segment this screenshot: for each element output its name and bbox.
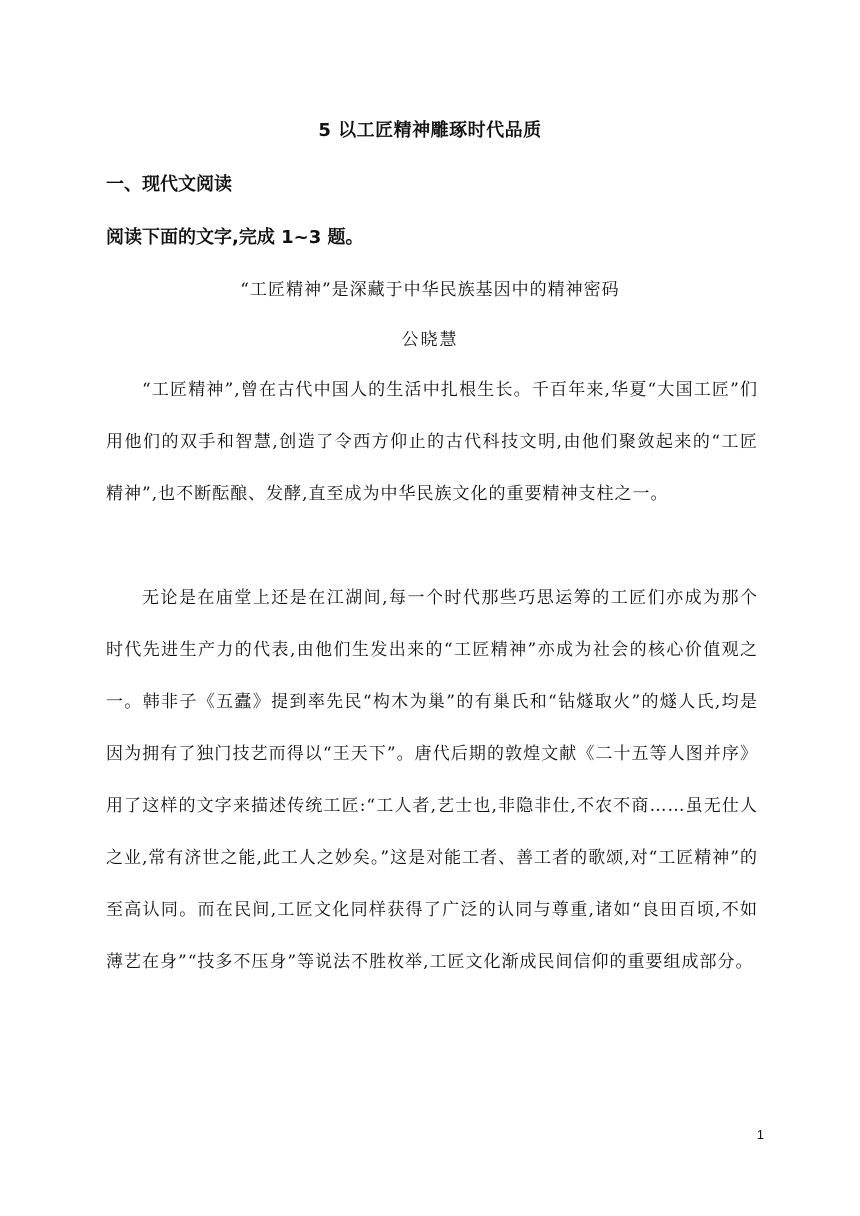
chapter-title: 5 以工匠精神雕琢时代品质 <box>318 120 542 141</box>
article-paragraph-1: “工匠精神”,曾在古代中国人的生活中扎根生长。千百年来,华夏“大国工匠”们用他们的双手和智慧,创造了令西方仰止的古代科技文明,由他们聚敛起来的“工匠精神”,也不断酝酿、发酵,直至成为中华民族文化的重要精神支柱之一。 <box>106 380 758 504</box>
author-name: 公晓慧 <box>401 330 459 350</box>
page-number: 1 <box>756 1127 764 1142</box>
article-title: “工匠精神”是深藏于中华民族基因中的精神密码 <box>240 280 620 300</box>
reading-instruction: 阅读下面的文字,完成 1~3 题。 <box>106 227 364 248</box>
section-heading: 一、现代文阅读 <box>106 174 232 195</box>
article-paragraph-2: 无论是在庙堂上还是在江湖间,每一个时代那些巧思运筹的工匠们亦成为那个时代先进生产力的代表,由他们生发出来的“工匠精神”亦成为社会的核心价值观之一。韩非子《五蠹》提到率先民“构木为巢”的有巢氏和“钻燧取火”的燧人氏,均是因为拥有了独门技艺而得以“王天下”。唐代后期的敦煌文献《二十五等人图并序》用了这样的文字来描述传统工匠:“工人者,艺士也,非隐非仕,不农不商……虽无仕人之业,常有济世之能,此工人之妙矣。”这是对能工者、善工者的歌颂,对“工匠精神”的至高认同。而在民间,工匠文化同样获得了广泛的认同与尊重,诸如“良田百顷,不如薄艺在身”“技多不压身”等说法不胜枚举,工匠文化渐成民间信仰的重要组成部分。 <box>106 588 758 972</box>
